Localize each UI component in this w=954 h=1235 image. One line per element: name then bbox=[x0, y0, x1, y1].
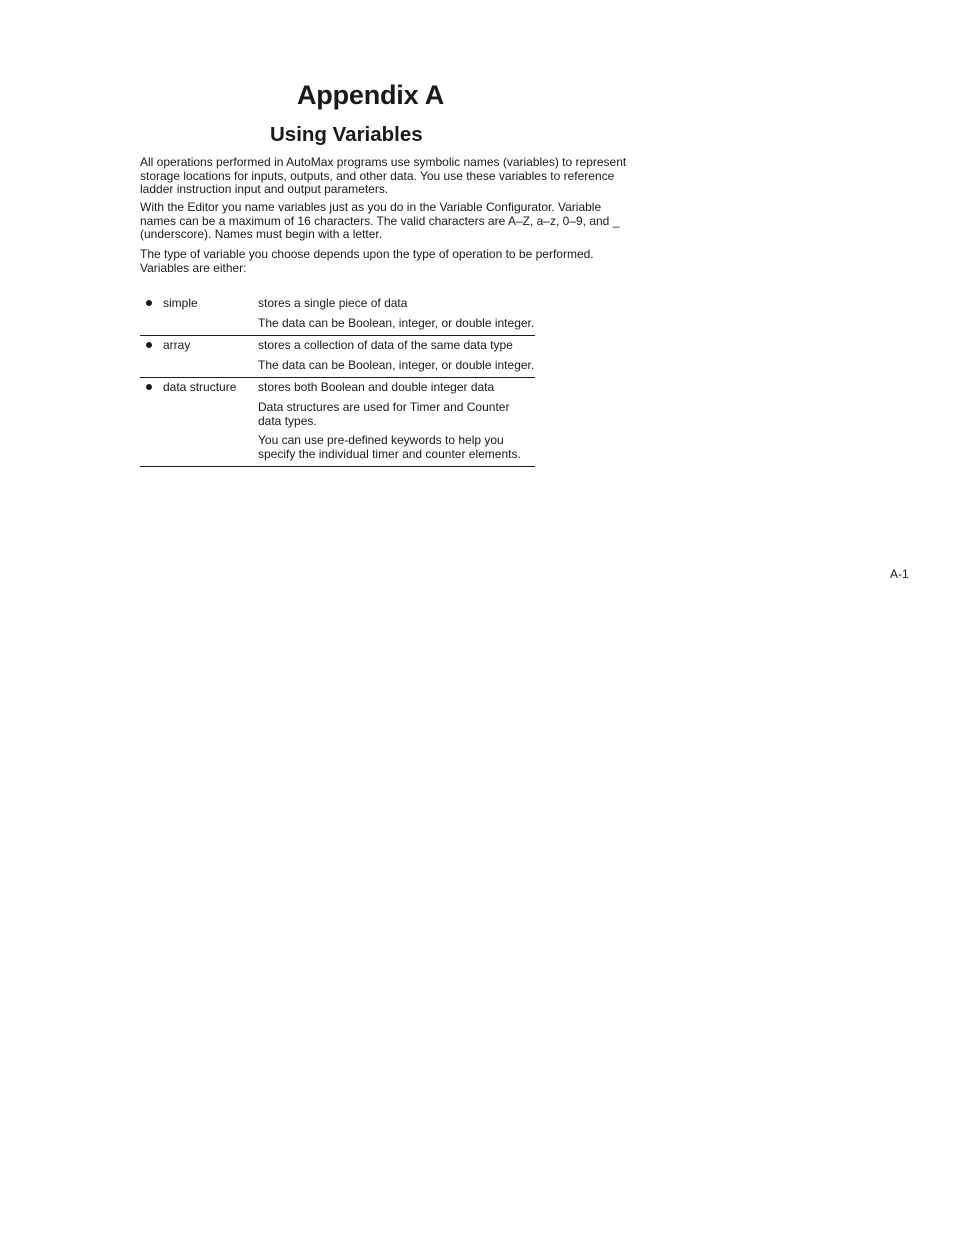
description-text: stores a single piece of data bbox=[258, 296, 408, 310]
description-cell bbox=[258, 378, 535, 467]
section-title: Using Variables bbox=[270, 123, 423, 146]
variable-types-table bbox=[140, 294, 535, 467]
term-cell bbox=[140, 294, 258, 336]
description-text: You can use pre-defined keywords to help you specify the individual timer and counter elements. bbox=[258, 433, 521, 461]
term-label: array bbox=[163, 338, 191, 353]
description-text: The data can be Boolean, integer, or double integer. bbox=[258, 357, 535, 372]
description-text: stores both Boolean and double integer data bbox=[258, 380, 495, 395]
bullet-icon bbox=[146, 384, 152, 390]
term-cell bbox=[140, 336, 258, 378]
table-row-data-structure bbox=[140, 378, 535, 467]
types-paragraph: The type of variable you choose depends upon the type of operation to be performed. Variables are either: bbox=[140, 247, 594, 275]
description-text: Data structures are used for Timer and Counter data types. bbox=[258, 399, 510, 428]
description-cell bbox=[258, 336, 535, 378]
term-label: data structure bbox=[163, 380, 237, 395]
description-text: The data can be Boolean, integer, or double integer. bbox=[258, 315, 535, 330]
description-text: stores a collection of data of the same data type bbox=[258, 338, 513, 353]
bullet-icon bbox=[146, 342, 152, 348]
intro-paragraph: All operations performed in AutoMax programs use symbolic names (variables) to represent storage locations for inputs, outputs, and other data. You use these variables to reference ladder instruction input and output parameters. bbox=[140, 155, 627, 197]
term-label: simple bbox=[163, 296, 198, 310]
table-row-simple bbox=[140, 294, 535, 336]
bullet-icon bbox=[146, 300, 152, 306]
appendix-title: Appendix A bbox=[297, 80, 445, 110]
table-row-array bbox=[140, 336, 535, 378]
description-cell bbox=[258, 294, 535, 336]
naming-paragraph: With the Editor you name variables just as you do in the Variable Configurator. Variable names can be a maximum of 16 characters. The valid characters are A–Z, a–z, 0–9, and _ (underscore). Names must begin with a letter. bbox=[140, 200, 620, 242]
term-cell bbox=[140, 378, 258, 467]
page-number: A-1 bbox=[890, 567, 909, 581]
